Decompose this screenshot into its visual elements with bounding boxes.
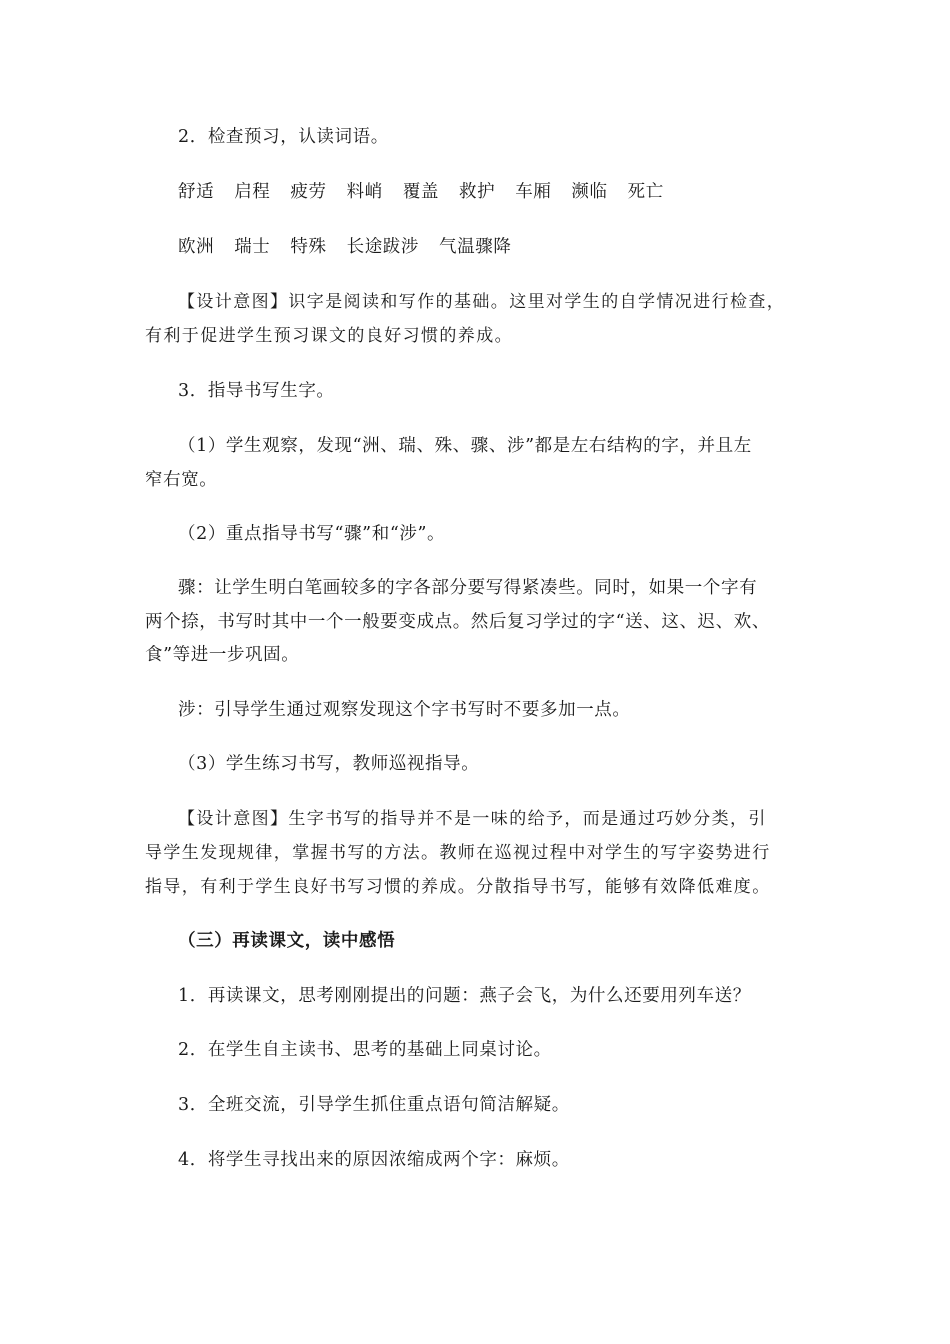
step-item: 1．再读课文，思考刚刚提出的问题：燕子会飞，为什么还要用列车送？ — [178, 986, 751, 1006]
paragraph-line: 食”等进一步巩固。 — [145, 645, 300, 665]
step-item: 4．将学生寻找出来的原因浓缩成两个字：麻烦。 — [178, 1150, 570, 1170]
word: 长途跋涉 — [346, 237, 420, 257]
word: 特殊 — [290, 237, 327, 257]
word: 瑞士 — [234, 237, 271, 257]
section-2-heading: 2．检查预习，认读词语。 — [178, 127, 389, 147]
word: 濒临 — [571, 182, 608, 202]
design-intent-text: 【设计意图】识字是阅读和写作的基础。这里对学生的自学情况进行检查， — [178, 292, 786, 312]
word: 疲劳 — [290, 182, 327, 202]
word: 覆盖 — [402, 182, 440, 202]
word: 欧洲 — [178, 237, 215, 257]
step-item: 2．在学生自主读书、思考的基础上同桌讨论。 — [178, 1040, 552, 1060]
word: 死亡 — [627, 182, 664, 202]
step-item: 3．全班交流，引导学生抓住重点语句简洁解疑。 — [178, 1095, 570, 1115]
section-3-heading: 3．指导书写生字。 — [178, 381, 335, 401]
word-list-row-2 — [178, 234, 531, 261]
word: 气温骤降 — [439, 237, 512, 257]
word: 启程 — [234, 182, 271, 202]
design-intent-text: 指导，有利于学生良好书写习惯的养成。分散指导书写，能够有效降低难度。 — [145, 877, 771, 897]
word: 料峭 — [346, 182, 383, 202]
paragraph-line: 骤：让学生明白笔画较多的字各部分要写得紧凑些。同时，如果一个字有 — [178, 578, 758, 598]
paragraph-line: （3）学生练习书写，教师巡视指导。 — [178, 754, 480, 774]
paragraph-line: 两个捺，书写时其中一个一般要变成点。然后复习学过的字“送、这、迟、欢、 — [145, 612, 770, 632]
paragraph-line: （1）学生观察，发现“洲、瑞、殊、骤、涉”都是左右结构的字，并且左 — [178, 436, 752, 456]
paragraph-line: （2）重点指导书写“骤”和“涉”。 — [178, 524, 446, 544]
word: 救护 — [459, 182, 496, 202]
paragraph-line: 涉：引导学生通过观察发现这个字书写时不要多加一点。 — [178, 700, 631, 720]
word-list-row-1 — [178, 179, 684, 206]
design-intent-text: 【设计意图】生字书写的指导并不是一味的给予，而是通过巧妙分类，引 — [178, 809, 767, 829]
design-intent-text: 有利于促进学生预习课文的良好习惯的养成。 — [145, 326, 513, 346]
word: 车厢 — [515, 182, 552, 202]
word: 舒适 — [178, 182, 215, 202]
paragraph-line: 窄右宽。 — [145, 470, 218, 490]
part-3-title: （三）再读课文，读中感悟 — [178, 931, 396, 951]
design-intent-text: 导学生发现规律，掌握书写的方法。教师在巡视过程中对学生的写字姿势进行 — [145, 843, 771, 863]
